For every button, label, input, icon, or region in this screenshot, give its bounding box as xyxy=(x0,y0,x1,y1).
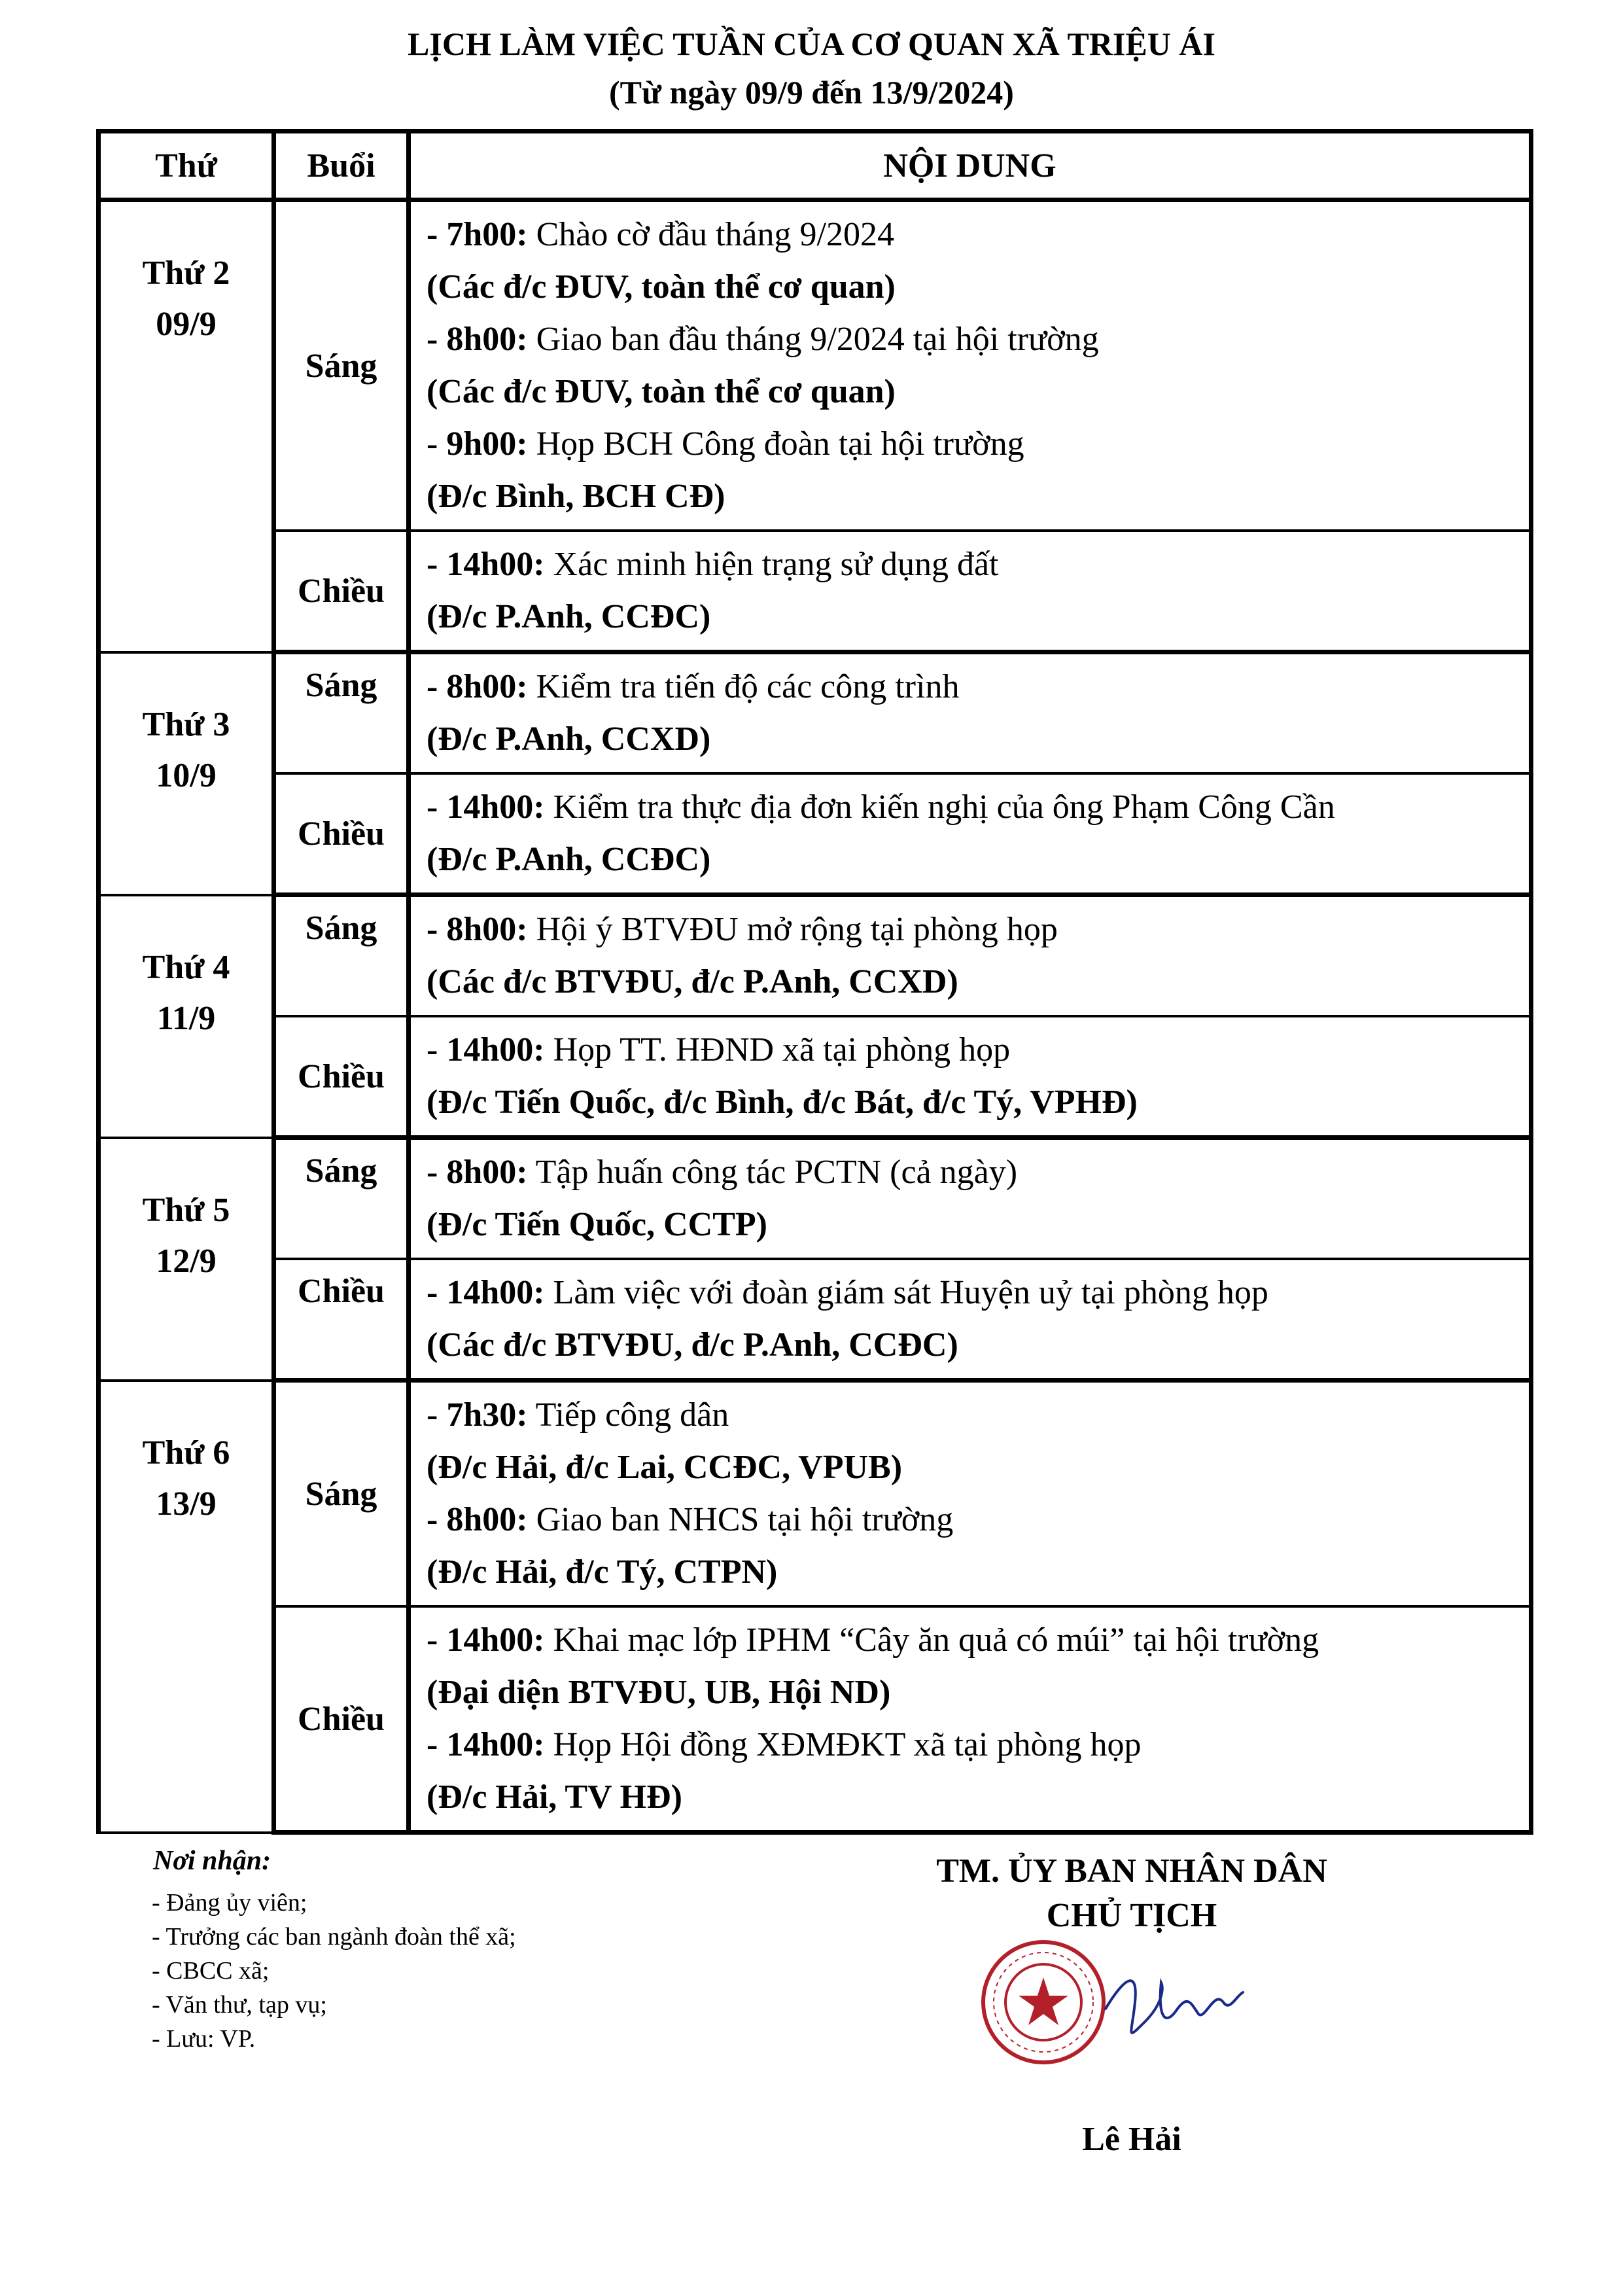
activity-time: - 7h00: xyxy=(427,216,528,253)
activity-attendees: (Đ/c Hải, đ/c Tý, CTPN) xyxy=(427,1553,778,1591)
activity-line xyxy=(427,1494,1529,1546)
content-cell xyxy=(409,1381,1531,1607)
table-row xyxy=(99,1016,1531,1138)
activity-text: Xác minh hiện trạng sử dụng đất xyxy=(544,546,999,583)
recipient-item: - Trưởng các ban ngành đoàn thể xã; xyxy=(152,1923,516,1951)
activity-time: - 14h00: xyxy=(427,1621,545,1659)
recipient-item: - CBCC xã; xyxy=(152,1957,270,1985)
activity-text: Tập huấn công tác PCTN (cả ngày) xyxy=(527,1154,1018,1191)
activity-time: - 9h00: xyxy=(427,425,528,463)
day-date: 13/9 xyxy=(156,1485,217,1523)
session-cell: Chiều xyxy=(274,1606,409,1833)
session-cell: Sáng xyxy=(274,200,409,531)
activity-attendees: (Đ/c P.Anh, CCĐC) xyxy=(427,598,711,635)
recipients-list xyxy=(152,1886,516,2056)
content-cell xyxy=(409,1606,1531,1833)
activity-attendees: (Các đ/c BTVĐU, đ/c P.Anh, CCXD) xyxy=(427,963,958,1000)
content-cell xyxy=(409,1259,1531,1381)
activity-attendees: (Đ/c Tiến Quốc, CCTP) xyxy=(427,1206,767,1243)
activity-attendees: (Đ/c Hải, đ/c Lai, CCĐC, VPUB) xyxy=(427,1449,903,1486)
document-subtitle: (Từ ngày 09/9 đến 13/9/2024) xyxy=(609,74,1014,111)
activity-time: - 8h00: xyxy=(427,321,528,358)
signature-org: TM. ỦY BAN NHÂN DÂN xyxy=(936,1852,1327,1890)
session-cell: Chiều xyxy=(274,1016,409,1138)
day-cell xyxy=(99,1381,274,1833)
activity-time: - 14h00: xyxy=(427,1726,545,1763)
activity-time: - 14h00: xyxy=(427,546,545,583)
content-cell xyxy=(409,652,1531,774)
table-row xyxy=(99,773,1531,895)
day-name: Thứ 5 xyxy=(142,1191,230,1229)
day-cell xyxy=(99,895,274,1138)
activity-line xyxy=(427,781,1529,834)
header-content: NỘI DUNG xyxy=(409,132,1531,200)
activity-attendees: (Các đ/c ĐUV, toàn thể cơ quan) xyxy=(427,373,896,410)
activity-attendees: (Đ/c Bình, BCH CĐ) xyxy=(427,478,725,515)
activity-line xyxy=(427,1024,1529,1076)
table-row xyxy=(99,531,1531,652)
activity-text: Kiểm tra thực địa đơn kiến nghị của ông Phạm Công Cần xyxy=(544,788,1335,826)
activity-line xyxy=(427,418,1529,470)
day-cell xyxy=(99,1138,274,1381)
session-cell: Sáng xyxy=(274,1381,409,1607)
activity-attendees: (Đ/c Tiến Quốc, đ/c Bình, đ/c Bát, đ/c Tý, VPHĐ) xyxy=(427,1084,1138,1121)
recipients-title: Nơi nhận: xyxy=(153,1846,271,1876)
document-title: LỊCH LÀM VIỆC TUẦN CỦA CƠ QUAN XÃ TRIỆU ÁI xyxy=(408,26,1215,62)
table-row xyxy=(99,200,1531,531)
activity-line xyxy=(427,904,1529,956)
activity-line xyxy=(427,1614,1529,1667)
activity-time: - 8h00: xyxy=(427,668,528,705)
activity-text: Họp Hội đồng XĐMĐKT xã tại phòng họp xyxy=(544,1726,1142,1763)
activity-text: Khai mạc lớp IPHM “Cây ăn quả có múi” tại hội trường xyxy=(544,1621,1319,1659)
day-date: 11/9 xyxy=(156,999,216,1037)
recipient-item: - Văn thư, tạp vụ; xyxy=(152,1991,327,2019)
activity-line xyxy=(427,1267,1529,1319)
day-name: Thứ 6 xyxy=(142,1434,230,1472)
table-row xyxy=(99,652,1531,774)
content-cell xyxy=(409,200,1531,531)
table-row xyxy=(99,1381,1531,1607)
signature-position: CHỦ TỊCH xyxy=(1046,1897,1217,1934)
handwritten-signature xyxy=(1099,1963,1249,2055)
header-day: Thứ xyxy=(99,132,274,200)
signer-name: Lê Hải xyxy=(1082,2121,1181,2158)
recipient-item: - Đảng ủy viên; xyxy=(152,1889,307,1916)
activity-time: - 8h00: xyxy=(427,911,528,948)
table-row xyxy=(99,1138,1531,1260)
content-cell xyxy=(409,895,1531,1017)
schedule-body xyxy=(99,200,1531,1833)
day-cell xyxy=(99,200,274,652)
schedule-table xyxy=(96,129,1533,1835)
table-header-row xyxy=(99,132,1531,200)
activity-time: - 14h00: xyxy=(427,1031,545,1069)
activity-attendees: (Đ/c P.Anh, CCXD) xyxy=(427,720,711,758)
activity-text: Tiếp công dân xyxy=(527,1396,729,1434)
session-cell: Chiều xyxy=(274,1259,409,1381)
session-cell: Chiều xyxy=(274,773,409,895)
activity-time: - 8h00: xyxy=(427,1501,528,1538)
content-cell xyxy=(409,1016,1531,1138)
day-date: 09/9 xyxy=(156,306,217,343)
day-name: Thứ 4 xyxy=(142,948,230,986)
table-row xyxy=(99,1259,1531,1381)
activity-attendees: (Các đ/c ĐUV, toàn thể cơ quan) xyxy=(427,268,896,306)
activity-text: Hội ý BTVĐU mở rộng tại phòng họp xyxy=(527,911,1058,948)
activity-text: Làm việc với đoàn giám sát Huyện uỷ tại phòng họp xyxy=(544,1274,1268,1311)
activity-text: Chào cờ đầu tháng 9/2024 xyxy=(527,216,894,253)
session-cell: Sáng xyxy=(274,652,409,774)
activity-time: - 8h00: xyxy=(427,1154,528,1191)
recipient-item: - Lưu: VP. xyxy=(152,2025,256,2053)
session-cell: Sáng xyxy=(274,1138,409,1260)
activity-line xyxy=(427,539,1529,591)
activity-attendees: (Đ/c P.Anh, CCĐC) xyxy=(427,841,711,878)
activity-line xyxy=(427,1389,1529,1441)
official-stamp xyxy=(978,1937,1109,2068)
activity-line xyxy=(427,313,1529,366)
activity-attendees: (Các đ/c BTVĐU, đ/c P.Anh, CCĐC) xyxy=(427,1326,958,1364)
activity-text: Kiểm tra tiến độ các công trình xyxy=(527,668,960,705)
activity-text: Giao ban đầu tháng 9/2024 tại hội trường xyxy=(527,321,1099,358)
activity-line xyxy=(427,661,1529,713)
table-row xyxy=(99,895,1531,1017)
day-name: Thứ 2 xyxy=(142,255,230,292)
activity-attendees: (Đại diện BTVĐU, UB, Hội ND) xyxy=(427,1674,891,1711)
content-cell xyxy=(409,531,1531,652)
day-date: 10/9 xyxy=(156,756,217,794)
activity-text: Họp BCH Công đoàn tại hội trường xyxy=(527,425,1024,463)
activity-time: - 14h00: xyxy=(427,1274,545,1311)
day-name: Thứ 3 xyxy=(142,705,230,743)
day-cell xyxy=(99,652,274,895)
activity-line xyxy=(427,1719,1529,1771)
activity-text: Họp TT. HĐND xã tại phòng họp xyxy=(544,1031,1011,1069)
header-session: Buổi xyxy=(274,132,409,200)
activity-attendees: (Đ/c Hải, TV HĐ) xyxy=(427,1778,682,1816)
session-cell: Chiều xyxy=(274,531,409,652)
session-cell: Sáng xyxy=(274,895,409,1017)
content-cell xyxy=(409,1138,1531,1260)
table-row xyxy=(99,1606,1531,1833)
activity-text: Giao ban NHCS tại hội trường xyxy=(527,1501,954,1538)
content-cell xyxy=(409,773,1531,895)
day-date: 12/9 xyxy=(156,1242,217,1280)
activity-time: - 14h00: xyxy=(427,788,545,826)
activity-time: - 7h30: xyxy=(427,1396,528,1434)
activity-line xyxy=(427,209,1529,261)
activity-line xyxy=(427,1146,1529,1199)
